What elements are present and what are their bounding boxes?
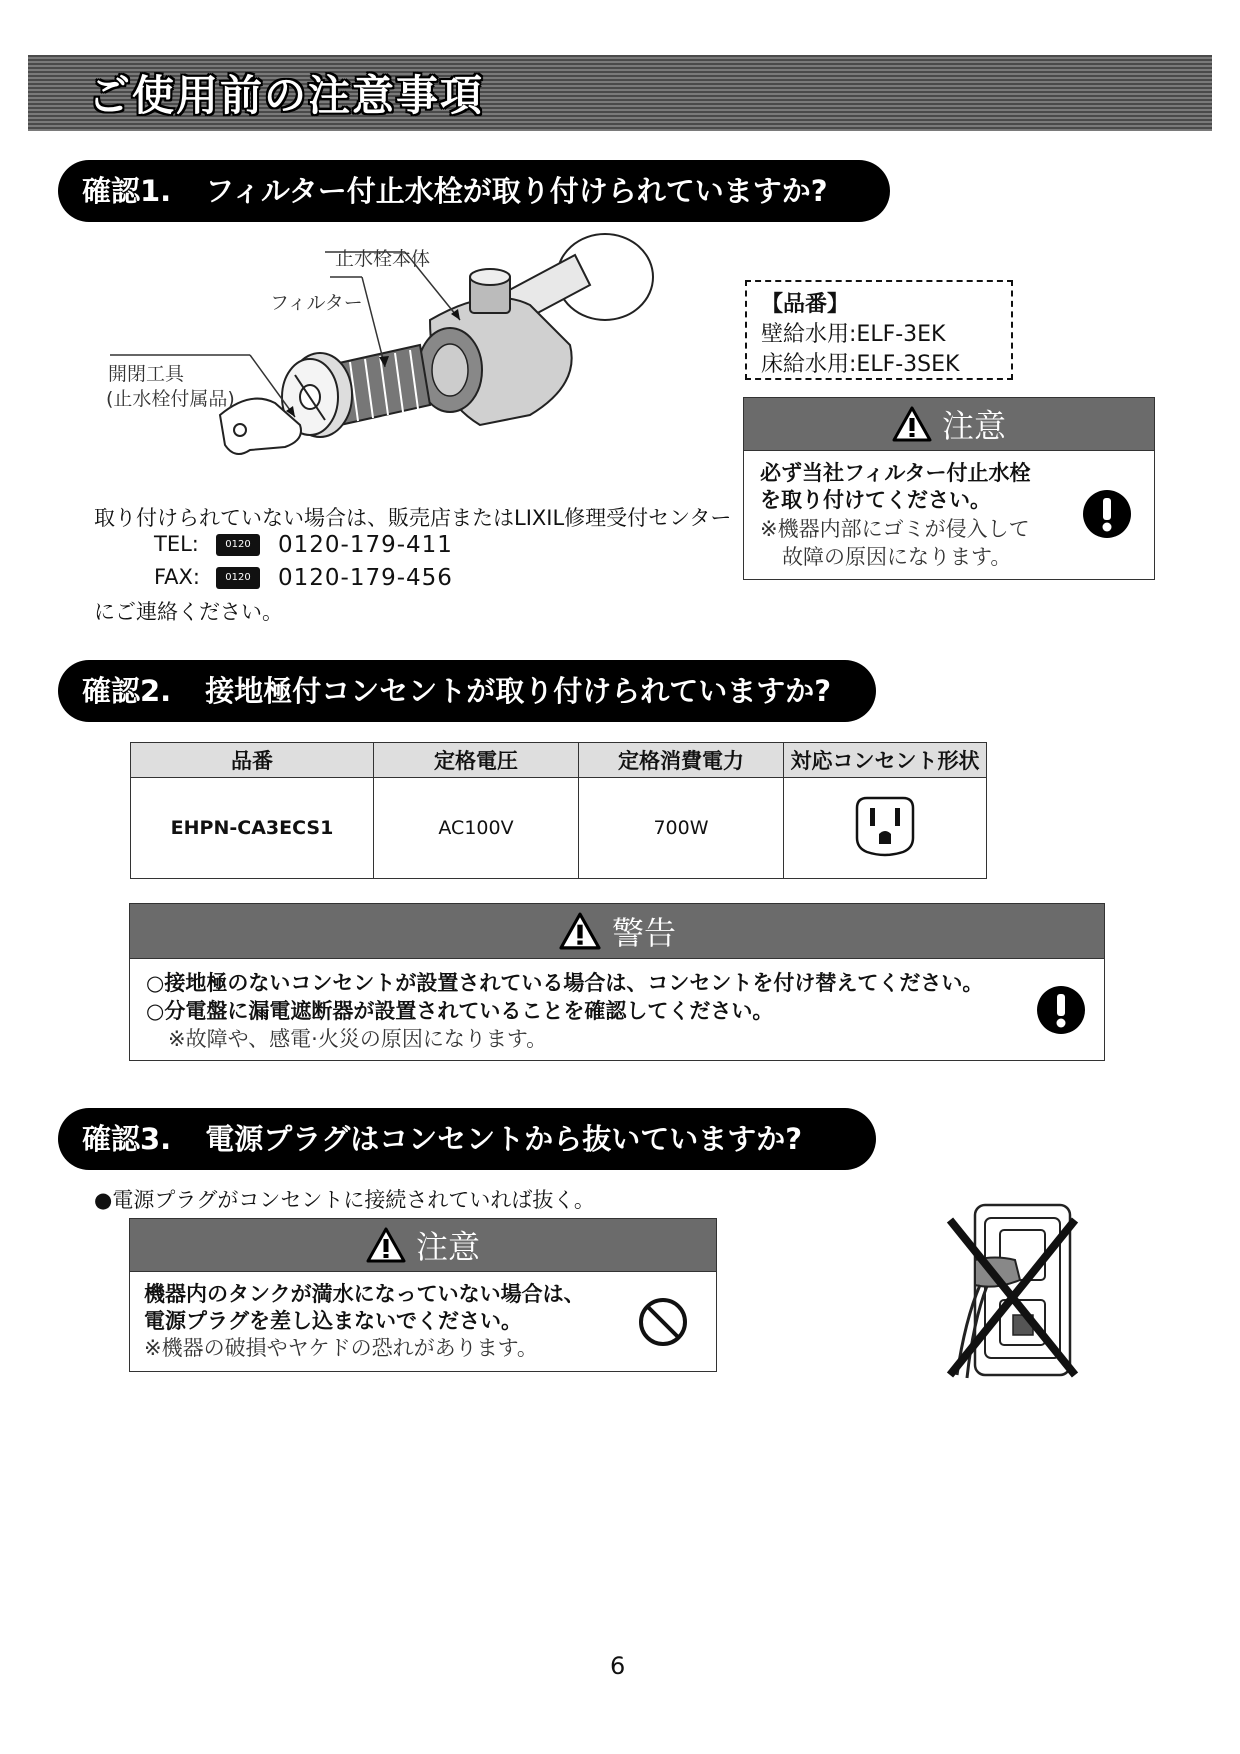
- section1-title: フィルター付止水栓が取り付けられていますか?: [205, 174, 828, 208]
- caution-box-1: [743, 397, 1155, 580]
- spec-header-outlet-shape: 対応コンセント形状: [784, 743, 987, 778]
- spec-cell-model: EHPN-CA3ECS1: [131, 778, 374, 879]
- free-dial-icon: [216, 534, 260, 556]
- caution1-note2: 故障の原因になります。: [782, 545, 1012, 569]
- page-title: ご使用前の注意事項: [88, 71, 485, 120]
- spec-header-power: 定格消費電力: [579, 743, 784, 778]
- grounded-outlet-icon: [853, 794, 917, 858]
- contact-tel-label: TEL:: [154, 532, 199, 556]
- caution1-note1: ※機器内部にゴミが侵入して: [760, 517, 1030, 541]
- caution3-line2: 電源プラグを差し込まないでください。: [144, 1309, 522, 1333]
- caution-box-3: [129, 1218, 717, 1372]
- section3-bullet: ●電源プラグがコンセントに接続されていれば抜く。: [94, 1188, 595, 1212]
- section3-heading: [58, 1108, 876, 1170]
- spec-cell-voltage: AC100V: [374, 778, 579, 879]
- section1-heading: [58, 160, 890, 222]
- page-number: 6: [610, 1652, 626, 1680]
- page-header-band: [28, 55, 1212, 131]
- contact-fax-number: 0120-179-456: [278, 565, 453, 591]
- part-number-box: [745, 280, 1013, 380]
- warning-triangle-icon: [558, 912, 602, 950]
- label-valve-body: 止水栓本体: [335, 248, 431, 270]
- mandatory-action-icon: [1082, 489, 1132, 539]
- warning-triangle-icon: [366, 1227, 406, 1263]
- spec-table-header-row: [131, 743, 987, 778]
- unplug-illustration: [935, 1200, 1095, 1390]
- contact-lead: 取り付けられていない場合は、販売店またはLIXIL修理受付センター: [94, 506, 732, 530]
- warning-header: [130, 904, 1104, 959]
- label-tool-note: (止水栓付属品): [106, 388, 235, 410]
- warning-box: [129, 903, 1105, 1061]
- caution3-note: ※機器の破損やヤケドの恐れがあります。: [144, 1336, 538, 1360]
- part-number-floor: 床給水用:ELF-3SEK: [761, 352, 960, 377]
- caution-header-3: [130, 1219, 716, 1272]
- contact-closing: にご連絡ください。: [94, 600, 283, 624]
- caution1-line2: を取り付けてください。: [760, 488, 991, 512]
- prohibited-icon: [637, 1296, 689, 1348]
- section3-number: 確認3.: [82, 1122, 172, 1156]
- section3-title: 電源プラグはコンセントから抜いていますか?: [205, 1122, 803, 1156]
- free-dial-label: 0120: [225, 539, 251, 550]
- caution3-line1: 機器内のタンクが満水になっていない場合は、: [144, 1282, 585, 1306]
- warning-triangle-icon: [892, 406, 932, 442]
- section2-number: 確認2.: [82, 674, 172, 708]
- spec-header-model: 品番: [131, 743, 374, 778]
- label-opening-tool: 開閉工具: [108, 363, 185, 385]
- contact-tel-number: 0120-179-411: [278, 532, 453, 558]
- caution-title-3: 注意: [415, 1228, 480, 1266]
- warning-title: 警告: [611, 914, 676, 952]
- warning-line1: ○接地極のないコンセントが設置されている場合は、コンセントを付け替えてください。: [146, 971, 984, 995]
- caution-title-1: 注意: [941, 407, 1006, 445]
- spec-table: [130, 742, 987, 879]
- section2-heading: [58, 660, 876, 722]
- spec-cell-outlet: [784, 778, 987, 879]
- part-number-heading: 【品番】: [761, 292, 850, 317]
- caution-header-1: [744, 398, 1154, 451]
- free-dial-icon: [216, 567, 260, 589]
- label-filter: フィルター: [270, 292, 363, 314]
- part-number-wall: 壁給水用:ELF-3EK: [761, 322, 946, 347]
- warning-line2: ○分電盤に漏電遮断器が設置されていることを確認してください。: [146, 999, 774, 1023]
- contact-fax-label: FAX:: [154, 565, 200, 589]
- section2-title: 接地極付コンセントが取り付けられていますか?: [205, 674, 832, 708]
- warning-note: ※故障や、感電·火災の原因になります。: [168, 1027, 548, 1051]
- mandatory-action-icon: [1036, 985, 1086, 1035]
- spec-cell-power: 700W: [579, 778, 784, 879]
- spec-table-row: [131, 778, 987, 879]
- spec-header-voltage: 定格電圧: [374, 743, 579, 778]
- free-dial-label: 0120: [225, 572, 251, 583]
- section1-number: 確認1.: [82, 174, 172, 208]
- caution1-line1: 必ず当社フィルター付止水栓: [760, 461, 1031, 485]
